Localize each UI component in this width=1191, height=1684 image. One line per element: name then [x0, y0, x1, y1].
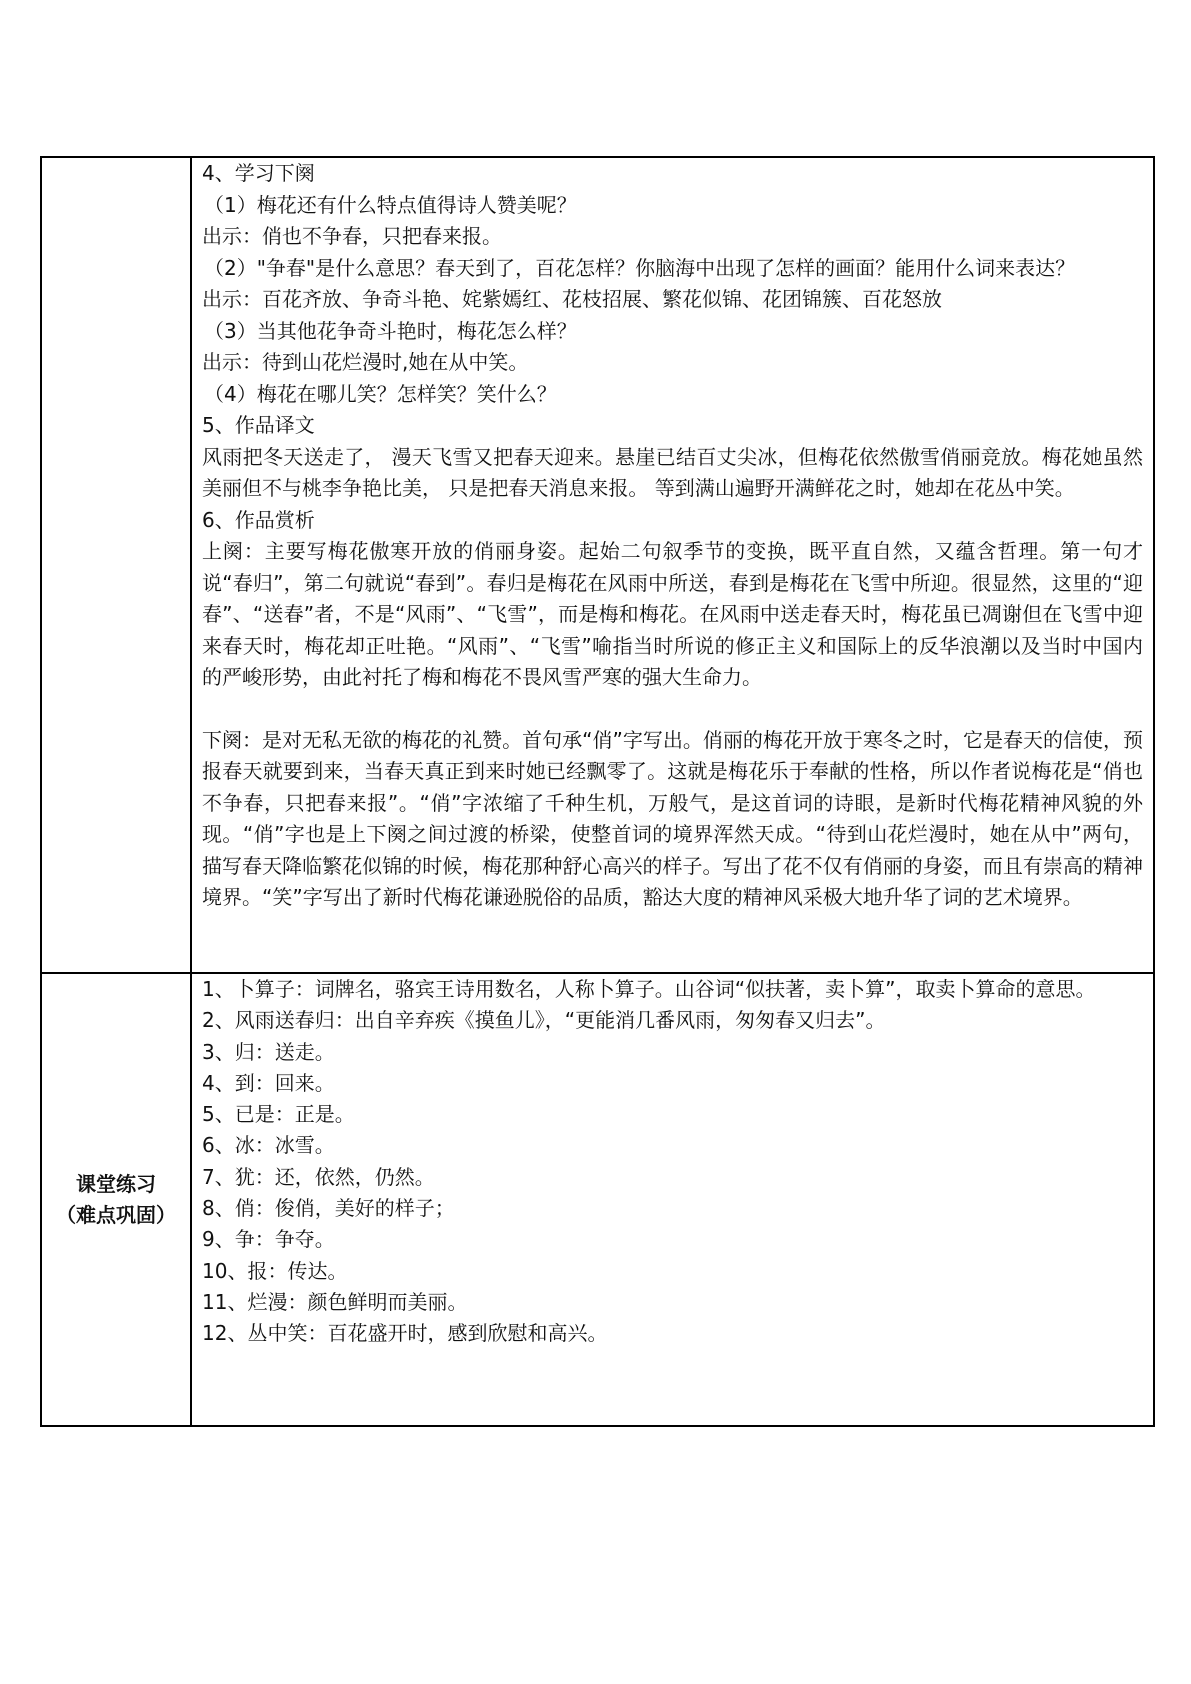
- step-heading-4: 4、学习下阕: [202, 161, 315, 185]
- answer-2: 出示：百花齐放、争奇斗艳、姹紫嫣红、花枝招展、繁花似锦、花团锦簇、百花怒放: [202, 287, 942, 311]
- step-heading-6: 6、作品赏析: [202, 507, 315, 532]
- note-item: 3、归：送走。: [202, 1039, 335, 1064]
- note-item: 4、到：回来。: [202, 1070, 335, 1095]
- note-item: 1、卜算子：词牌名，骆宾王诗用数名，人称卜算子。山谷词“似扶著，卖卜算”，取卖卜算命的意思。: [202, 977, 1096, 1001]
- step-heading-5: 5、作品译文: [202, 413, 315, 437]
- note-item: 10、报：传达。: [202, 1258, 348, 1283]
- note-item: 11、烂漫：颜色鲜明而美丽。: [202, 1289, 468, 1314]
- question-4: （4）梅花在哪儿笑？怎样笑？笑什么？: [204, 381, 557, 406]
- question-1: （1）梅花还有什么特点值得诗人赞美呢？: [204, 192, 577, 217]
- question-2: （2）"争春"是什么意思？春天到了，百花怎样？你脑海中出现了怎样的画面？能用什么词来表达？: [204, 255, 1076, 280]
- answer-1: 出示：俏也不争春，只把春来报。: [202, 224, 502, 248]
- note-item: 2、风雨送春归：出自辛弃疾《摸鱼儿》，“更能消几番风雨，匆匆春又归去”。: [202, 1008, 886, 1033]
- section-label-cell: [41, 973, 191, 1426]
- section-label-title: 课堂练习: [76, 1171, 156, 1196]
- table-row: [41, 973, 1154, 1426]
- question-3: （3）当其他花争奇斗艳时，梅花怎么样？: [204, 318, 577, 343]
- lesson-table: [40, 156, 1155, 1427]
- lower-stanza-analysis: 下阕：是对无私无欲的梅花的礼赞。首句承“俏”字写出。俏丽的梅花开放于寒冬之时，它是春天的信使，预报春天就要到来，当春天真正到来时她已经飘零了。这就是梅花乐于奉献的性格，所以作者说梅花是“俏也不争春，只把春来报”。“俏”字浓缩了千种生机，万般气，是这首词的诗眼，是新时代梅花精神风貌的外现。“俏”字也是上下阕之间过渡的桥梁，使整首词的境界浑然天成。“待到山花烂漫时，她在从中”两句，描写春天降临繁花似锦的时候，梅花那种舒心高兴的样子。写出了花不仅有俏丽的身姿，而且有崇高的精神境界。“笑”字写出了新时代梅花谦逊脱俗的品质，豁达大度的精神风采极大地升华了词的艺术境界。: [202, 727, 1143, 909]
- notes-cell: [191, 973, 1154, 1426]
- empty-label-cell: [41, 157, 191, 973]
- translation-paragraph: 风雨把冬天送走了， 漫天飞雪又把春天迎来。悬崖已结百丈尖冰，但梅花依然傲雪俏丽竞放。梅花她虽然美丽但不与桃李争艳比美， 只是把春天消息来报。 等到满山遍野开满鲜花之时，她却在花丛中笑。: [202, 444, 1143, 500]
- note-item: 7、犹：还，依然，仍然。: [202, 1164, 435, 1189]
- teaching-content-cell: [191, 157, 1154, 973]
- note-item: 5、已是：正是。: [202, 1102, 355, 1127]
- section-label-subtitle: （难点巩固）: [56, 1202, 176, 1227]
- answer-3: 出示：待到山花烂漫时,她在从中笑。: [202, 350, 529, 374]
- note-item: 8、俏：俊俏，美好的样子；: [202, 1196, 455, 1221]
- note-item: 12、丛中笑：百花盛开时，感到欣慰和高兴。: [202, 1321, 608, 1346]
- note-item: 6、冰：冰雪。: [202, 1133, 335, 1158]
- note-item: 9、争：争夺。: [202, 1227, 335, 1252]
- paragraph-gap: [202, 694, 1143, 725]
- table-row: [41, 157, 1154, 973]
- upper-stanza-analysis: 上阕：主要写梅花傲寒开放的俏丽身姿。起始二句叙季节的变换，既平直自然，又蕴含哲理。第一句才说“春归”，第二句就说“春到”。春归是梅花在风雨中所送，春到是梅花在飞雪中所迎。很显然，这里的“迎春”、“送春”者，不是“风雨”、“飞雪”，而是梅和梅花。在风雨中送走春天时，梅花虽已凋谢但在飞雪中迎来春天时，梅花却正吐艳。“风雨”、“飞雪”喻指当时所说的修正主义和国际上的反华浪潮以及当时中国内的严峻形势，由此衬托了梅和梅花不畏风雪严寒的强大生命力。: [202, 539, 1143, 689]
